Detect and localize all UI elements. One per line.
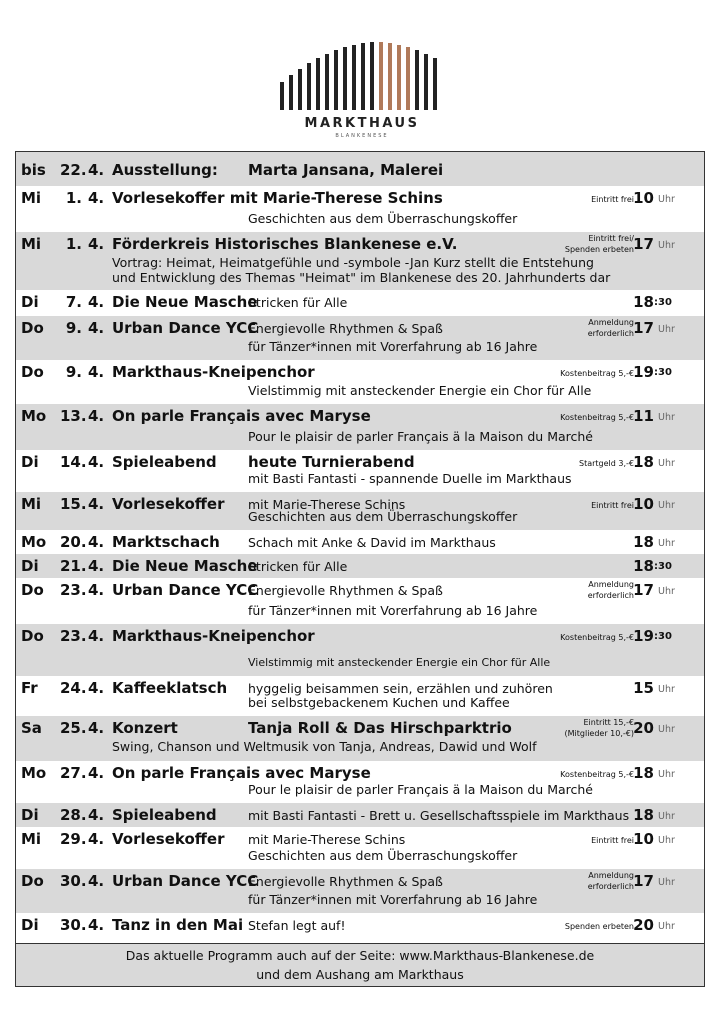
event-title: Die Neue Masche	[112, 293, 258, 311]
event-month: 4.	[88, 872, 105, 890]
event-table	[15, 151, 705, 987]
event-fee-line: Anmeldung	[588, 871, 634, 880]
event-fee-line: Kostenbeitrag 5,-€	[560, 413, 634, 422]
event-weekday: Di	[21, 806, 39, 824]
event-title: Spieleabend	[112, 806, 217, 824]
event-hour: 19	[633, 627, 654, 645]
event-fee-line: Startgeld 3,-€	[579, 459, 634, 468]
event-hour: 20	[633, 719, 654, 737]
event-day: 23.	[60, 627, 87, 645]
event-time	[632, 832, 692, 850]
event-month: 4.	[88, 495, 105, 513]
event-fee-line: Anmeldung	[588, 318, 634, 327]
event-month: 4.	[88, 627, 105, 645]
footer-line-2: und dem Aushang am Markthaus	[256, 967, 464, 982]
event-fee	[565, 922, 634, 933]
event-fee-line: Spenden erbeten	[564, 922, 634, 931]
event-fee-line-2: erforderlich	[587, 881, 634, 891]
event-hour: 17	[633, 581, 654, 599]
event-subtitle: Marta Jansana, Malerei	[248, 161, 444, 179]
event-subtitle: Stricken für Alle	[248, 295, 348, 310]
event-hour: 20	[633, 916, 654, 934]
event-fee-line: Eintritt frei/	[588, 234, 634, 243]
event-weekday: Mi	[21, 495, 42, 513]
event-weekday: bis	[21, 161, 46, 179]
event-title: On parle Français avec Maryse	[112, 764, 371, 782]
event-title: Tanz in den Mai	[112, 916, 244, 934]
event-weekday: Do	[21, 627, 44, 645]
event-title: Urban Dance YCC	[112, 872, 259, 890]
event-day: 15.	[60, 495, 87, 513]
event-row	[16, 360, 704, 404]
event-description: Vielstimmig mit ansteckender Energie ein Chor für Alle	[248, 383, 592, 398]
event-weekday: Do	[21, 363, 44, 381]
event-day: 28.	[60, 806, 87, 824]
event-time	[632, 321, 692, 339]
event-day: 25.	[60, 719, 87, 737]
event-fee-line-2: erforderlich	[587, 590, 634, 600]
event-fee-line-2: Spenden erbeten	[564, 244, 634, 254]
event-fee	[560, 413, 634, 424]
event-weekday: Do	[21, 872, 44, 890]
event-description: für Tänzer*innen mit Vorerfahrung ab 16 Jahre	[248, 892, 538, 907]
event-month: 4.	[88, 363, 105, 381]
event-month: 4.	[88, 407, 105, 425]
event-unit: Uhr	[658, 586, 675, 597]
event-time	[632, 629, 692, 647]
event-fee-line: Eintritt frei	[591, 501, 634, 510]
event-unit: Uhr	[658, 500, 675, 511]
event-description: bei selbstgebackenem Kuchen und Kaffee	[248, 695, 510, 710]
event-description: Geschichten aus dem Überraschungskoffer	[248, 509, 518, 524]
event-day: 9.	[65, 363, 82, 381]
event-month: 4.	[88, 764, 105, 782]
event-month: 4.	[88, 533, 105, 551]
event-fee	[579, 459, 634, 470]
event-month: 4.	[88, 719, 105, 737]
event-weekday: Mo	[21, 764, 47, 782]
event-hour: 17	[633, 319, 654, 337]
event-day: 13.	[60, 407, 87, 425]
event-weekday: Mo	[21, 407, 47, 425]
footer-line-1: Das aktuelle Programm auch auf der Seite: www.Markthaus-Blankenese.de	[125, 948, 595, 963]
event-title: Markthaus-Kneipenchor	[112, 363, 315, 381]
event-month: 4.	[88, 453, 105, 471]
event-title: Spieleabend	[112, 453, 217, 471]
event-fee	[591, 501, 634, 512]
event-month: 4.	[88, 806, 105, 824]
event-description: Swing, Chanson und Weltmusik von Tanja, Andreas, Dawid und Wolf	[112, 739, 537, 754]
event-day: 30.	[60, 872, 87, 890]
event-row	[16, 186, 704, 232]
event-title: Vorlesekoffer mit Marie-Therese Schins	[112, 189, 443, 207]
event-fee	[588, 871, 634, 893]
event-hour: 18	[633, 293, 654, 311]
event-fee	[560, 369, 634, 380]
event-subtitle: hyggelig beisammen sein, erzählen und zuhören	[248, 681, 553, 696]
event-subtitle: mit Basti Fantasti - Brett u. Gesellschaftsspiele im Markthaus	[248, 808, 630, 823]
event-hour: 18	[633, 764, 654, 782]
markthaus-logo	[0, 40, 724, 150]
event-fee-line: Anmeldung	[588, 580, 634, 589]
event-day: 1.	[65, 235, 82, 253]
event-time	[632, 874, 692, 892]
event-row	[16, 152, 704, 186]
event-title: Vorlesekoffer	[112, 830, 225, 848]
event-unit: Uhr	[658, 877, 675, 888]
event-title: Die Neue Masche	[112, 557, 258, 575]
event-day: 23.	[60, 581, 87, 599]
event-day: 7.	[65, 293, 82, 311]
event-title: Kaffeeklatsch	[112, 679, 228, 697]
event-time	[632, 191, 692, 209]
event-day: 1.	[65, 189, 82, 207]
event-weekday: Di	[21, 557, 39, 575]
event-month: 4.	[88, 557, 105, 575]
event-weekday: Do	[21, 319, 44, 337]
event-time	[632, 766, 692, 784]
event-row	[16, 232, 704, 290]
event-weekday: Mi	[21, 235, 42, 253]
event-month: 4.	[88, 830, 105, 848]
event-minutes: :30	[654, 561, 672, 572]
event-subtitle: mit Marie-Therese Schins	[248, 497, 406, 512]
event-weekday: Di	[21, 453, 39, 471]
event-day: 9.	[65, 319, 82, 337]
event-hour: 19	[633, 363, 654, 381]
event-time	[632, 808, 692, 826]
event-subtitle: Energievolle Rhythmen & Spaß	[248, 874, 443, 889]
event-time	[632, 559, 692, 577]
event-weekday: Di	[21, 916, 39, 934]
logo-title: MARKTHAUS	[304, 116, 420, 131]
event-unit: Uhr	[658, 538, 675, 549]
event-description: Geschichten aus dem Überraschungskoffer	[248, 211, 518, 226]
event-day: 27.	[60, 764, 87, 782]
event-unit: Uhr	[658, 324, 675, 335]
event-unit: Uhr	[658, 240, 675, 251]
event-weekday: Fr	[21, 679, 38, 697]
event-row	[16, 316, 704, 360]
event-time	[632, 237, 692, 255]
event-row	[16, 624, 704, 676]
event-minutes: :30	[654, 631, 672, 642]
event-row	[16, 869, 704, 913]
event-row	[16, 578, 704, 624]
event-title: On parle Français avec Maryse	[112, 407, 371, 425]
event-day: 29.	[60, 830, 87, 848]
event-hour: 10	[633, 495, 654, 513]
event-time	[632, 681, 692, 699]
event-description: für Tänzer*innen mit Vorerfahrung ab 16 Jahre	[248, 339, 538, 354]
event-row	[16, 554, 704, 578]
event-weekday: Do	[21, 581, 44, 599]
event-day: 22.	[60, 161, 87, 179]
event-fee-line-2: erforderlich	[587, 328, 634, 338]
markthaus-logo-icon	[280, 40, 444, 110]
event-fee-line: Eintritt frei	[591, 195, 634, 204]
event-hour: 17	[633, 235, 654, 253]
event-row	[16, 803, 704, 827]
event-weekday: Mi	[21, 189, 42, 207]
event-row	[16, 913, 704, 943]
event-subtitle: Energievolle Rhythmen & Spaß	[248, 321, 443, 336]
event-description: mit Basti Fantasti - spannende Duelle im Markthaus	[248, 471, 572, 486]
event-row	[16, 290, 704, 316]
event-fee-line: Kostenbeitrag 5,-€	[560, 633, 634, 642]
event-row	[16, 761, 704, 803]
event-subtitle: mit Marie-Therese Schins	[248, 832, 406, 847]
event-unit: Uhr	[658, 412, 675, 423]
event-fee-line-2: (Mitglieder 10,-€)	[564, 728, 634, 738]
event-hour: 11	[633, 407, 654, 425]
event-unit: Uhr	[658, 811, 675, 822]
event-day: 14.	[60, 453, 87, 471]
event-hour: 15	[633, 679, 654, 697]
event-fee	[591, 195, 634, 206]
footer	[16, 943, 704, 986]
event-description: Pour le plaisir de parler Français ä la Maison du Marché	[248, 429, 593, 444]
event-title: Vorlesekoffer	[112, 495, 225, 513]
event-title: Urban Dance YCC	[112, 581, 259, 599]
event-time	[632, 365, 692, 383]
logo-subtitle: BLANKENESE	[335, 133, 389, 139]
event-unit: Uhr	[658, 684, 675, 695]
event-description: Pour le plaisir de parler Français ä la Maison du Marché	[248, 782, 593, 797]
event-hour: 18	[633, 453, 654, 471]
event-fee	[588, 318, 634, 340]
event-subtitle: Schach mit Anke & David im Markthaus	[248, 535, 496, 550]
event-title: Marktschach	[112, 533, 220, 551]
event-unit: Uhr	[658, 458, 675, 469]
event-time	[632, 409, 692, 427]
event-row	[16, 404, 704, 450]
event-weekday: Mi	[21, 830, 42, 848]
event-month: 4.	[88, 161, 105, 179]
event-weekday: Di	[21, 293, 39, 311]
event-unit: Uhr	[658, 194, 675, 205]
event-fee-line: Kostenbeitrag 5,-€	[560, 369, 634, 378]
event-time	[632, 295, 692, 313]
event-weekday: Sa	[21, 719, 42, 737]
event-hour: 18	[633, 806, 654, 824]
event-time	[632, 455, 692, 473]
event-description: Vielstimmig mit ansteckender Energie ein Chor für Alle	[248, 656, 551, 669]
event-month: 4.	[88, 189, 105, 207]
event-month: 4.	[88, 235, 105, 253]
event-row	[16, 827, 704, 869]
event-fee	[588, 580, 634, 602]
event-hour: 18	[633, 557, 654, 575]
event-day: 20.	[60, 533, 87, 551]
event-unit: Uhr	[658, 921, 675, 932]
event-subtitle: Energievolle Rhythmen & Spaß	[248, 583, 443, 598]
event-row	[16, 530, 704, 554]
event-subtitle: heute Turnierabend	[248, 453, 415, 471]
event-title: Konzert	[112, 719, 178, 737]
event-fee-line: Eintritt frei	[591, 836, 634, 845]
event-subtitle: Stefan legt auf!	[248, 918, 346, 933]
event-fee-line: Eintritt 15,-€	[583, 718, 634, 727]
event-description-2: und Entwicklung des Themas "Heimat" im Blankenese des 20. Jahrhunderts dar	[112, 270, 611, 285]
event-row	[16, 492, 704, 530]
event-time	[632, 583, 692, 601]
event-title: Markthaus-Kneipenchor	[112, 627, 315, 645]
event-day: 24.	[60, 679, 87, 697]
event-time	[632, 535, 692, 553]
event-time	[632, 497, 692, 515]
event-minutes: :30	[654, 367, 672, 378]
event-month: 4.	[88, 679, 105, 697]
event-unit: Uhr	[658, 835, 675, 846]
event-unit: Uhr	[658, 769, 675, 780]
event-unit: Uhr	[658, 724, 675, 735]
event-fee	[591, 836, 634, 847]
event-fee	[565, 234, 634, 256]
event-fee	[560, 633, 634, 644]
event-row	[16, 450, 704, 492]
event-title: Ausstellung:	[112, 161, 218, 179]
event-row	[16, 676, 704, 716]
event-month: 4.	[88, 916, 105, 934]
event-time	[632, 721, 692, 739]
event-description: Vortrag: Heimat, Heimatgefühle und -symbole -Jan Kurz stellt die Entstehung	[112, 255, 594, 270]
event-hour: 17	[633, 872, 654, 890]
event-description: Geschichten aus dem Überraschungskoffer	[248, 848, 518, 863]
event-fee	[565, 718, 634, 740]
event-fee-line: Kostenbeitrag 5,-€	[560, 770, 634, 779]
event-hour: 10	[633, 830, 654, 848]
event-weekday: Mo	[21, 533, 47, 551]
event-row	[16, 716, 704, 761]
event-fee	[560, 770, 634, 781]
event-subtitle: Stricken für Alle	[248, 559, 348, 574]
event-title: Förderkreis Historisches Blankenese e.V.	[112, 235, 458, 253]
event-day: 30.	[60, 916, 87, 934]
event-subtitle: Tanja Roll & Das Hirschparktrio	[248, 719, 512, 737]
event-day: 21.	[60, 557, 87, 575]
event-month: 4.	[88, 581, 105, 599]
event-time	[632, 918, 692, 936]
event-hour: 10	[633, 189, 654, 207]
event-hour: 18	[633, 533, 654, 551]
event-title: Urban Dance YCC	[112, 319, 259, 337]
event-minutes: :30	[654, 297, 672, 308]
event-month: 4.	[88, 319, 105, 337]
event-description: für Tänzer*innen mit Vorerfahrung ab 16 Jahre	[248, 603, 538, 618]
event-month: 4.	[88, 293, 105, 311]
